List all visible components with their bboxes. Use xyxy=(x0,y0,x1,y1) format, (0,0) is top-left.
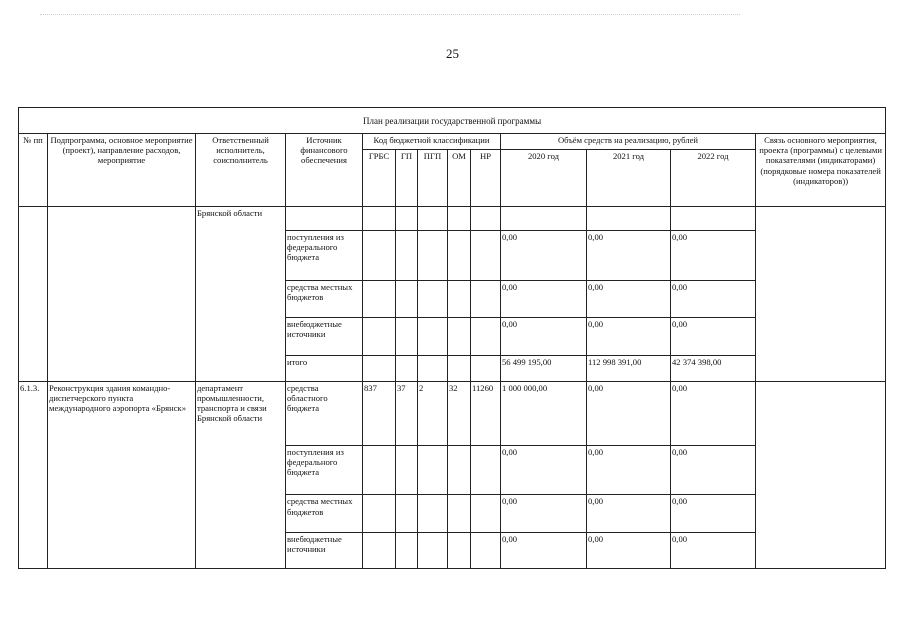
cell-2020: 0,00 xyxy=(501,281,587,318)
cell-gp: 37 xyxy=(396,381,418,445)
table-row xyxy=(19,381,886,445)
page-number: 25 xyxy=(446,46,459,61)
cell-2020: 0,00 xyxy=(501,532,587,568)
cell-2020: 0,00 xyxy=(501,495,587,532)
cell-source: поступления из федерального бюджета xyxy=(286,446,363,495)
cell-2021: 0,00 xyxy=(587,446,671,495)
cell-2022: 0,00 xyxy=(671,446,756,495)
header-gp: ГП xyxy=(396,150,418,206)
header-grbs: ГРБС xyxy=(363,150,396,206)
cell-num-empty xyxy=(19,206,48,381)
cell-source: поступления из федерального бюджета xyxy=(286,230,363,280)
scan-noise-line xyxy=(40,14,740,17)
cell-2021: 0,00 xyxy=(587,532,671,568)
cell-2021: 0,00 xyxy=(587,381,671,445)
cell-2022: 42 374 398,00 xyxy=(671,355,756,381)
cell-2020: 0,00 xyxy=(501,446,587,495)
cell-2021: 0,00 xyxy=(587,318,671,355)
cell-source: средства областного бюджета xyxy=(286,381,363,445)
header-subprogram: Подпрограмма, основное мероприятие (проект), направление расходов, мероприятие xyxy=(48,134,196,206)
cell-link-empty xyxy=(756,381,886,568)
header-om: ОМ xyxy=(448,150,471,206)
header-2022: 2022 год xyxy=(671,150,756,206)
cell-subprogram-empty xyxy=(48,206,196,381)
cell-2021: 0,00 xyxy=(587,281,671,318)
cell-source: средства местных бюджетов xyxy=(286,281,363,318)
cell-2021: 0,00 xyxy=(587,495,671,532)
cell-grbs: 837 xyxy=(363,381,396,445)
cell-executor: Брянской области xyxy=(196,206,286,381)
cell-source: внебюджетные источники xyxy=(286,318,363,355)
cell-link-empty xyxy=(756,206,886,381)
cell-executor: департамент промышленности, транспорта и связи Брянской области xyxy=(196,381,286,568)
cell-np: 11260 xyxy=(471,381,501,445)
table-row xyxy=(19,206,886,230)
header-pgp: ПГП xyxy=(418,150,448,206)
cell-2020: 56 499 195,00 xyxy=(501,355,587,381)
header-link: Связь основного мероприятия, проекта (программы) с целевыми показателями (индикаторами) (порядковые номера показателей (индикаторов)) xyxy=(756,134,886,206)
cell-2022: 0,00 xyxy=(671,318,756,355)
cell-2020: 1 000 000,00 xyxy=(501,381,587,445)
cell-2020: 0,00 xyxy=(501,230,587,280)
header-2021: 2021 год xyxy=(587,150,671,206)
cell-2022: 0,00 xyxy=(671,495,756,532)
program-plan-table xyxy=(18,107,886,569)
cell-om: 32 xyxy=(448,381,471,445)
cell-num: 6.1.3. xyxy=(19,381,48,568)
cell-2022: 0,00 xyxy=(671,230,756,280)
cell-source-empty xyxy=(286,206,363,230)
header-2020: 2020 год xyxy=(501,150,587,206)
header-np: НР xyxy=(471,150,501,206)
cell-2021: 0,00 xyxy=(587,230,671,280)
cell-source: итого xyxy=(286,355,363,381)
cell-subprogram: Реконструкция здания командно-диспетчерского пункта международного аэропорта «Брянск» xyxy=(48,381,196,568)
header-volume: Объём средств на реализацию, рублей xyxy=(501,134,756,150)
cell-source: внебюджетные источники xyxy=(286,532,363,568)
cell-2022: 0,00 xyxy=(671,532,756,568)
cell-2022: 0,00 xyxy=(671,281,756,318)
table-title: План реализации государственной программы xyxy=(19,108,886,134)
header-budget-code: Код бюджетной классификации xyxy=(363,134,501,150)
cell-pgp: 2 xyxy=(418,381,448,445)
header-executor: Ответственный исполнитель, соисполнитель xyxy=(196,134,286,206)
header-source: Источник финансового обеспечения xyxy=(286,134,363,206)
table-title-row xyxy=(19,108,886,134)
cell-2021: 112 998 391,00 xyxy=(587,355,671,381)
cell-source: средства местных бюджетов xyxy=(286,495,363,532)
header-num: № пп xyxy=(19,134,48,206)
cell-2022: 0,00 xyxy=(671,381,756,445)
header-row-1 xyxy=(19,134,886,150)
cell-2020: 0,00 xyxy=(501,318,587,355)
